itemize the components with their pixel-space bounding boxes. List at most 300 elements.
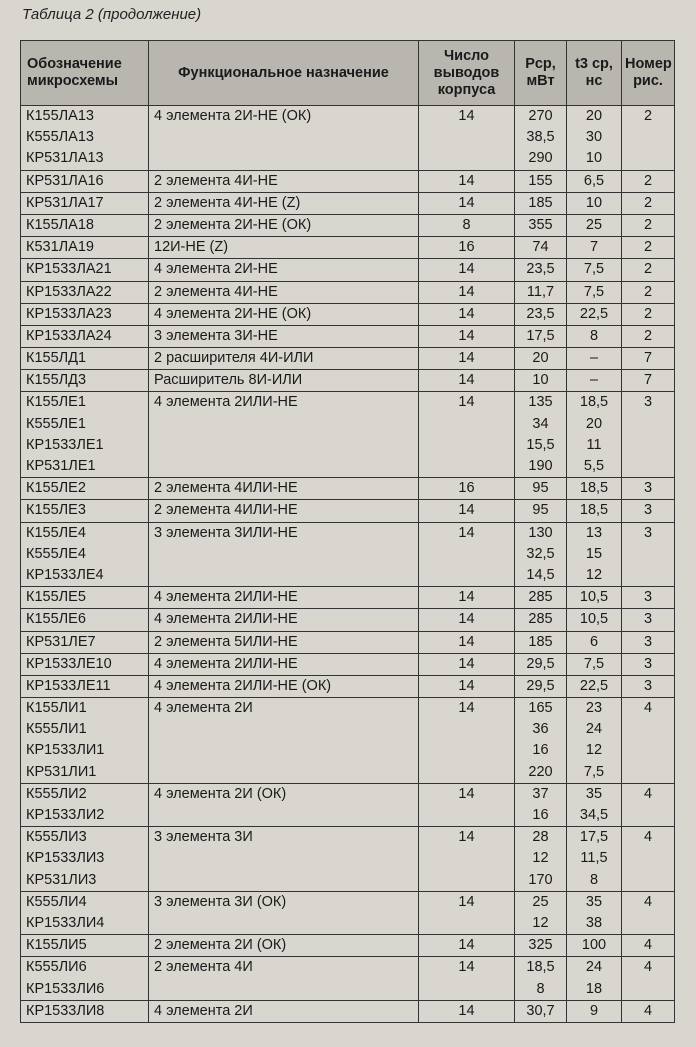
cell-power: 95 <box>515 478 567 500</box>
cell-function <box>149 456 419 478</box>
table-row <box>21 631 675 653</box>
cell-delay: 18,5 <box>567 478 622 500</box>
cell-chip-designation: КР1533ЛА24 <box>21 325 149 347</box>
cell-power: 29,5 <box>515 675 567 697</box>
cell-power: 36 <box>515 719 567 740</box>
cell-chip-designation: К155ЛЕ6 <box>21 609 149 631</box>
cell-pin-count: 14 <box>419 1000 515 1022</box>
cell-function: 2 элемента 4И-НЕ <box>149 281 419 303</box>
cell-delay: 22,5 <box>567 675 622 697</box>
cell-figure-number: 2 <box>622 214 675 236</box>
cell-figure-number: 2 <box>622 237 675 259</box>
cell-figure-number <box>622 762 675 784</box>
cell-pin-count <box>419 979 515 1001</box>
cell-function <box>149 565 419 587</box>
cell-figure-number: 4 <box>622 957 675 979</box>
table-body <box>21 106 675 1023</box>
cell-function: 4 элемента 2И (ОК) <box>149 783 419 805</box>
cell-chip-designation: КР1533ЛА22 <box>21 281 149 303</box>
table-row <box>21 148 675 170</box>
cell-figure-number: 4 <box>622 1000 675 1022</box>
cell-chip-designation: К155ЛИ5 <box>21 935 149 957</box>
cell-delay: 10 <box>567 192 622 214</box>
cell-power: 12 <box>515 913 567 935</box>
table-row <box>21 414 675 435</box>
cell-power: 28 <box>515 827 567 849</box>
cell-pin-count: 16 <box>419 237 515 259</box>
table-row <box>21 303 675 325</box>
cell-power: 14,5 <box>515 565 567 587</box>
cell-power: 130 <box>515 522 567 544</box>
cell-delay: 15 <box>567 544 622 565</box>
cell-figure-number <box>622 565 675 587</box>
cell-power: 23,5 <box>515 259 567 281</box>
cell-delay: 6,5 <box>567 170 622 192</box>
cell-pin-count: 14 <box>419 370 515 392</box>
cell-pin-count: 14 <box>419 192 515 214</box>
table-row <box>21 870 675 892</box>
microchip-table <box>20 40 675 1023</box>
cell-power: 38,5 <box>515 127 567 148</box>
cell-delay: 30 <box>567 127 622 148</box>
table-row <box>21 957 675 979</box>
cell-power: 190 <box>515 456 567 478</box>
cell-power: 37 <box>515 783 567 805</box>
cell-chip-designation: КР1533ЛИ4 <box>21 913 149 935</box>
cell-figure-number: 2 <box>622 259 675 281</box>
cell-function: 4 элемента 2ИЛИ-НЕ <box>149 392 419 414</box>
cell-figure-number <box>622 148 675 170</box>
cell-function: 2 элемента 4ИЛИ-НЕ <box>149 500 419 522</box>
cell-chip-designation: КР1533ЛИ6 <box>21 979 149 1001</box>
cell-power: 290 <box>515 148 567 170</box>
cell-power: 285 <box>515 609 567 631</box>
cell-figure-number: 4 <box>622 783 675 805</box>
table-row <box>21 214 675 236</box>
cell-delay: 8 <box>567 325 622 347</box>
cell-delay: 13 <box>567 522 622 544</box>
table-row <box>21 500 675 522</box>
cell-delay: 5,5 <box>567 456 622 478</box>
table-row <box>21 456 675 478</box>
cell-power: 155 <box>515 170 567 192</box>
cell-figure-number: 3 <box>622 500 675 522</box>
table-row <box>21 698 675 720</box>
cell-figure-number: 4 <box>622 827 675 849</box>
cell-power: 285 <box>515 587 567 609</box>
cell-power: 30,7 <box>515 1000 567 1022</box>
cell-function <box>149 435 419 456</box>
table-row <box>21 565 675 587</box>
table-row <box>21 719 675 740</box>
cell-figure-number: 3 <box>622 392 675 414</box>
cell-delay: 7,5 <box>567 281 622 303</box>
cell-figure-number: 3 <box>622 522 675 544</box>
cell-chip-designation: К155ЛЕ1 <box>21 392 149 414</box>
table-row <box>21 827 675 849</box>
cell-pin-count: 14 <box>419 827 515 849</box>
cell-function: 4 элемента 2ИЛИ-НЕ <box>149 653 419 675</box>
cell-figure-number: 3 <box>622 587 675 609</box>
cell-pin-count: 14 <box>419 392 515 414</box>
cell-pin-count: 14 <box>419 325 515 347</box>
table-row <box>21 259 675 281</box>
table-row <box>21 392 675 414</box>
cell-figure-number <box>622 805 675 827</box>
cell-delay: 7,5 <box>567 762 622 784</box>
cell-pin-count <box>419 148 515 170</box>
cell-pin-count <box>419 456 515 478</box>
cell-figure-number <box>622 740 675 761</box>
cell-function: 4 элемента 2ИЛИ-НЕ <box>149 609 419 631</box>
table-row <box>21 1000 675 1022</box>
table-row <box>21 740 675 761</box>
cell-function <box>149 848 419 869</box>
cell-figure-number: 2 <box>622 325 675 347</box>
cell-figure-number: 4 <box>622 698 675 720</box>
cell-figure-number: 2 <box>622 303 675 325</box>
cell-chip-designation: КР1533ЛЕ1 <box>21 435 149 456</box>
cell-power: 185 <box>515 192 567 214</box>
cell-chip-designation: КР1533ЛА21 <box>21 259 149 281</box>
cell-figure-number <box>622 848 675 869</box>
cell-chip-designation: К155ЛЕ2 <box>21 478 149 500</box>
cell-function: 4 элемента 2И <box>149 1000 419 1022</box>
table-row <box>21 587 675 609</box>
cell-power: 95 <box>515 500 567 522</box>
table-row <box>21 935 675 957</box>
header-power: Рср, мВт <box>515 41 567 106</box>
cell-function: 2 элемента 2И-НЕ (ОК) <box>149 214 419 236</box>
cell-function: Расширитель 8И-ИЛИ <box>149 370 419 392</box>
cell-power: 355 <box>515 214 567 236</box>
cell-figure-number: 2 <box>622 192 675 214</box>
cell-function: 2 элемента 5ИЛИ-НЕ <box>149 631 419 653</box>
cell-chip-designation: КР531ЛА17 <box>21 192 149 214</box>
cell-pin-count <box>419 740 515 761</box>
cell-chip-designation: К155ЛА18 <box>21 214 149 236</box>
cell-pin-count: 14 <box>419 348 515 370</box>
cell-chip-designation: К155ЛД3 <box>21 370 149 392</box>
cell-power: 15,5 <box>515 435 567 456</box>
cell-power: 17,5 <box>515 325 567 347</box>
table-row <box>21 192 675 214</box>
cell-function: 2 элемента 4И-НЕ (Z) <box>149 192 419 214</box>
cell-power: 325 <box>515 935 567 957</box>
cell-delay: 9 <box>567 1000 622 1022</box>
cell-chip-designation: КР1533ЛЕ10 <box>21 653 149 675</box>
cell-function: 4 элемента 2И-НЕ <box>149 259 419 281</box>
cell-power: 23,5 <box>515 303 567 325</box>
cell-pin-count: 14 <box>419 500 515 522</box>
cell-power: 74 <box>515 237 567 259</box>
cell-function: 3 элемента 3И <box>149 827 419 849</box>
cell-delay: 23 <box>567 698 622 720</box>
table-row <box>21 348 675 370</box>
cell-pin-count: 14 <box>419 522 515 544</box>
cell-pin-count <box>419 762 515 784</box>
cell-pin-count <box>419 913 515 935</box>
cell-function <box>149 127 419 148</box>
cell-pin-count <box>419 127 515 148</box>
header-delay: t3 ср, нс <box>567 41 622 106</box>
cell-pin-count: 14 <box>419 303 515 325</box>
cell-pin-count: 14 <box>419 675 515 697</box>
cell-chip-designation: К155ЛА13 <box>21 106 149 128</box>
cell-delay: 18 <box>567 979 622 1001</box>
cell-power: 20 <box>515 348 567 370</box>
cell-pin-count: 14 <box>419 698 515 720</box>
cell-figure-number: 2 <box>622 106 675 128</box>
cell-pin-count: 14 <box>419 631 515 653</box>
cell-pin-count <box>419 805 515 827</box>
cell-delay: 25 <box>567 214 622 236</box>
cell-delay: 22,5 <box>567 303 622 325</box>
cell-power: 8 <box>515 979 567 1001</box>
cell-pin-count: 16 <box>419 478 515 500</box>
table-row <box>21 848 675 869</box>
cell-chip-designation: К155ЛИ1 <box>21 698 149 720</box>
cell-power: 34 <box>515 414 567 435</box>
cell-figure-number: 7 <box>622 348 675 370</box>
table-row <box>21 106 675 128</box>
cell-chip-designation: К155ЛЕ5 <box>21 587 149 609</box>
cell-function: 2 элемента 4ИЛИ-НЕ <box>149 478 419 500</box>
cell-function <box>149 414 419 435</box>
table-row <box>21 675 675 697</box>
cell-chip-designation: К555ЛИ6 <box>21 957 149 979</box>
table-row <box>21 783 675 805</box>
header-chip-designation: Обозначение микросхемы <box>21 41 149 106</box>
cell-figure-number <box>622 913 675 935</box>
table-row <box>21 913 675 935</box>
table-row <box>21 281 675 303</box>
cell-delay: 8 <box>567 870 622 892</box>
cell-function: 12И-НЕ (Z) <box>149 237 419 259</box>
cell-figure-number: 7 <box>622 370 675 392</box>
cell-pin-count: 14 <box>419 653 515 675</box>
cell-chip-designation: КР531ЛА13 <box>21 148 149 170</box>
cell-figure-number: 4 <box>622 891 675 913</box>
table-row <box>21 653 675 675</box>
cell-chip-designation: КР1533ЛА23 <box>21 303 149 325</box>
cell-function <box>149 762 419 784</box>
cell-chip-designation: К155ЛЕ3 <box>21 500 149 522</box>
cell-figure-number <box>622 979 675 1001</box>
cell-figure-number: 2 <box>622 281 675 303</box>
cell-power: 11,7 <box>515 281 567 303</box>
cell-pin-count: 14 <box>419 259 515 281</box>
cell-pin-count <box>419 565 515 587</box>
header-pin-count: Число выводов корпуса <box>419 41 515 106</box>
table-row <box>21 325 675 347</box>
cell-delay: 6 <box>567 631 622 653</box>
table-row <box>21 435 675 456</box>
cell-delay: 11,5 <box>567 848 622 869</box>
cell-pin-count <box>419 848 515 869</box>
cell-delay: 10,5 <box>567 609 622 631</box>
cell-delay: 12 <box>567 565 622 587</box>
cell-function <box>149 719 419 740</box>
cell-chip-designation: К155ЛЕ4 <box>21 522 149 544</box>
cell-pin-count: 14 <box>419 957 515 979</box>
cell-delay: 18,5 <box>567 392 622 414</box>
cell-delay: 12 <box>567 740 622 761</box>
cell-figure-number <box>622 414 675 435</box>
cell-function: 3 элемента 3ИЛИ-НЕ <box>149 522 419 544</box>
cell-pin-count: 14 <box>419 891 515 913</box>
cell-pin-count <box>419 719 515 740</box>
cell-figure-number: 3 <box>622 675 675 697</box>
cell-figure-number <box>622 870 675 892</box>
cell-pin-count: 14 <box>419 609 515 631</box>
cell-delay: 10 <box>567 148 622 170</box>
cell-power: 25 <box>515 891 567 913</box>
cell-chip-designation: К531ЛА19 <box>21 237 149 259</box>
cell-function <box>149 544 419 565</box>
cell-pin-count <box>419 414 515 435</box>
cell-figure-number: 3 <box>622 478 675 500</box>
cell-delay: 20 <box>567 414 622 435</box>
cell-delay: – <box>567 370 622 392</box>
cell-figure-number: 3 <box>622 609 675 631</box>
cell-pin-count <box>419 544 515 565</box>
cell-function <box>149 979 419 1001</box>
cell-chip-designation: К555ЛИ4 <box>21 891 149 913</box>
cell-chip-designation: КР531ЛЕ1 <box>21 456 149 478</box>
table-row <box>21 609 675 631</box>
cell-delay: 7,5 <box>567 259 622 281</box>
cell-function: 4 элемента 2И-НЕ (ОК) <box>149 303 419 325</box>
cell-chip-designation: КР531ЛИ1 <box>21 762 149 784</box>
table-caption: Таблица 2 (продолжение) <box>22 6 202 23</box>
table-row <box>21 370 675 392</box>
cell-delay: 7,5 <box>567 653 622 675</box>
cell-chip-designation: КР1533ЛИ8 <box>21 1000 149 1022</box>
cell-delay: 38 <box>567 913 622 935</box>
cell-chip-designation: КР1533ЛЕ11 <box>21 675 149 697</box>
cell-delay: 35 <box>567 783 622 805</box>
cell-function: 3 элемента 3И (ОК) <box>149 891 419 913</box>
cell-pin-count: 14 <box>419 281 515 303</box>
cell-function <box>149 870 419 892</box>
cell-figure-number <box>622 127 675 148</box>
cell-chip-designation: КР1533ЛИ1 <box>21 740 149 761</box>
cell-power: 16 <box>515 740 567 761</box>
cell-function <box>149 148 419 170</box>
cell-chip-designation: К555ЛИ1 <box>21 719 149 740</box>
cell-chip-designation: КР531ЛИ3 <box>21 870 149 892</box>
cell-function: 3 элемента 3И-НЕ <box>149 325 419 347</box>
cell-delay: 20 <box>567 106 622 128</box>
cell-power: 32,5 <box>515 544 567 565</box>
table-row <box>21 544 675 565</box>
cell-chip-designation: К555ЛЕ4 <box>21 544 149 565</box>
cell-function: 2 элемента 4И <box>149 957 419 979</box>
cell-pin-count: 14 <box>419 106 515 128</box>
cell-figure-number: 4 <box>622 935 675 957</box>
cell-figure-number: 2 <box>622 170 675 192</box>
cell-delay: 100 <box>567 935 622 957</box>
cell-delay: 34,5 <box>567 805 622 827</box>
cell-function: 2 элемента 4И-НЕ <box>149 170 419 192</box>
cell-chip-designation: К555ЛЕ1 <box>21 414 149 435</box>
cell-power: 12 <box>515 848 567 869</box>
cell-pin-count: 14 <box>419 783 515 805</box>
cell-power: 18,5 <box>515 957 567 979</box>
cell-chip-designation: КР531ЛЕ7 <box>21 631 149 653</box>
cell-function <box>149 740 419 761</box>
cell-delay: – <box>567 348 622 370</box>
table-row <box>21 170 675 192</box>
cell-figure-number <box>622 544 675 565</box>
cell-delay: 24 <box>567 719 622 740</box>
table-row <box>21 805 675 827</box>
cell-chip-designation: КР531ЛА16 <box>21 170 149 192</box>
header-figure-number: Номер рис. <box>622 41 675 106</box>
cell-function: 4 элемента 2ИЛИ-НЕ (ОК) <box>149 675 419 697</box>
cell-power: 220 <box>515 762 567 784</box>
cell-pin-count: 14 <box>419 170 515 192</box>
cell-pin-count <box>419 870 515 892</box>
table-header <box>21 41 675 106</box>
table-row <box>21 762 675 784</box>
cell-figure-number: 3 <box>622 631 675 653</box>
cell-power: 16 <box>515 805 567 827</box>
table-row <box>21 891 675 913</box>
cell-power: 29,5 <box>515 653 567 675</box>
cell-chip-designation: К155ЛД1 <box>21 348 149 370</box>
cell-delay: 11 <box>567 435 622 456</box>
table-row <box>21 522 675 544</box>
cell-function: 2 элемента 2И (ОК) <box>149 935 419 957</box>
cell-power: 170 <box>515 870 567 892</box>
cell-delay: 35 <box>567 891 622 913</box>
cell-power: 185 <box>515 631 567 653</box>
cell-figure-number <box>622 435 675 456</box>
cell-figure-number: 3 <box>622 653 675 675</box>
cell-chip-designation: КР1533ЛИ2 <box>21 805 149 827</box>
cell-delay: 10,5 <box>567 587 622 609</box>
header-function: Функциональное назначение <box>149 41 419 106</box>
cell-function: 4 элемента 2И <box>149 698 419 720</box>
cell-delay: 24 <box>567 957 622 979</box>
cell-figure-number <box>622 719 675 740</box>
cell-pin-count: 8 <box>419 214 515 236</box>
cell-delay: 17,5 <box>567 827 622 849</box>
cell-figure-number <box>622 456 675 478</box>
cell-function: 4 элемента 2И-НЕ (ОК) <box>149 106 419 128</box>
cell-function <box>149 913 419 935</box>
cell-pin-count: 14 <box>419 587 515 609</box>
cell-chip-designation: КР1533ЛИ3 <box>21 848 149 869</box>
cell-function <box>149 805 419 827</box>
cell-power: 135 <box>515 392 567 414</box>
cell-function: 4 элемента 2ИЛИ-НЕ <box>149 587 419 609</box>
cell-chip-designation: КР1533ЛЕ4 <box>21 565 149 587</box>
cell-pin-count: 14 <box>419 935 515 957</box>
table-row <box>21 237 675 259</box>
cell-chip-designation: К555ЛИ3 <box>21 827 149 849</box>
cell-chip-designation: К555ЛИ2 <box>21 783 149 805</box>
table-row <box>21 478 675 500</box>
cell-power: 10 <box>515 370 567 392</box>
cell-function: 2 расширителя 4И-ИЛИ <box>149 348 419 370</box>
table-row <box>21 127 675 148</box>
cell-delay: 18,5 <box>567 500 622 522</box>
cell-chip-designation: К555ЛА13 <box>21 127 149 148</box>
cell-pin-count <box>419 435 515 456</box>
